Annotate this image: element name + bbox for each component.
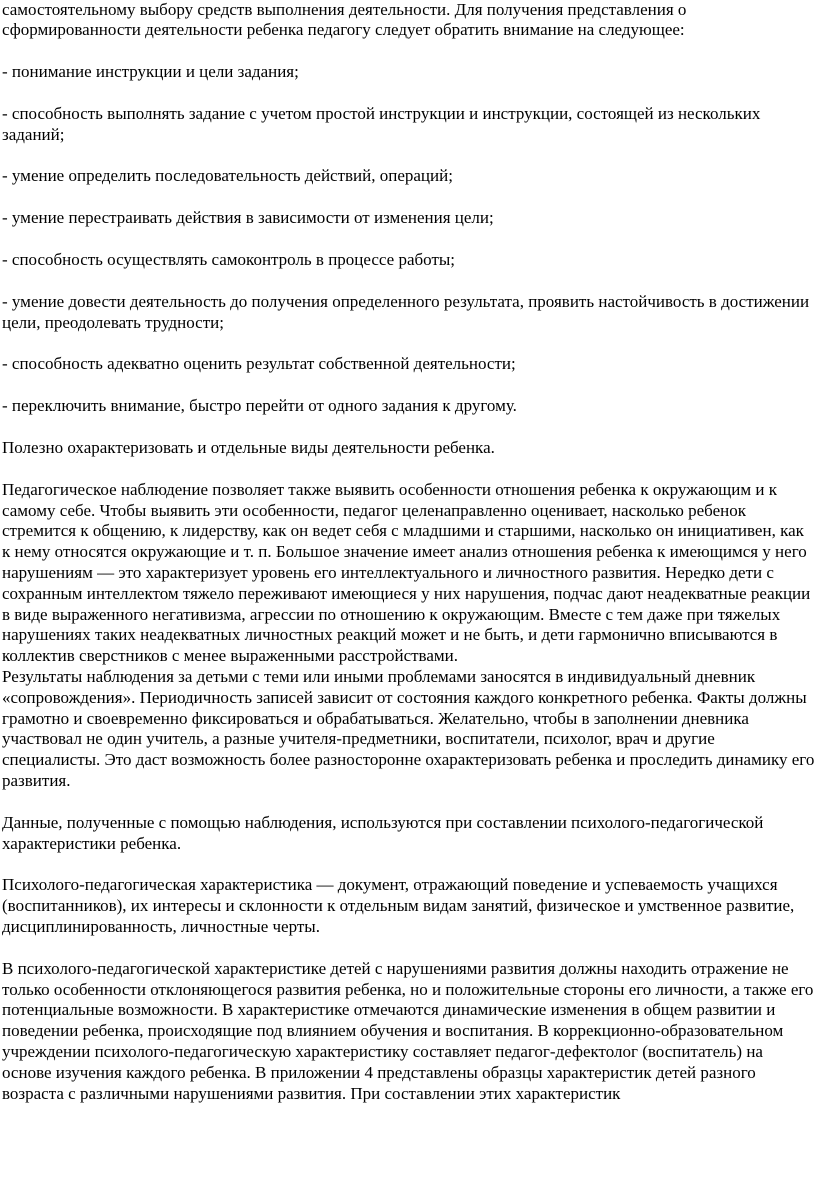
paragraph-observation-diary: Результаты наблюдения за детьми с теми или иными проблемами заносятся в индивидуальный дневник «сопровождения». Периодичность записей зависит от состояния каждого конкретного ребенка. Факты должны грамотно и своевременно фиксироваться и обрабатываться. Желательно, чтобы в заполнении дневника участвовал не один учитель, а разные учителя-предметники, воспитатели, психолог, врач и другие специалисты. Это даст возможность более разносторонне охарактеризовать ребенка и проследить динамику его развития. [2,667,815,791]
list-item-attention-switching: - переключить внимание, быстро перейти от одного задания к другому. [2,396,517,416]
list-item-self-assessment: - способность адекватно оценить результат собственной деятельности; [2,354,516,374]
paragraph-observation-data: Данные, полученные с помощью наблюдения, используются при составлении психолого-педагогической характеристики ребенка. [2,812,764,853]
list-item-restructuring: - умение перестраивать действия в зависимости от изменения цели; [2,208,494,228]
paragraph-activity-intro: самостоятельному выбору средств выполнения деятельности. Для получения представления о сформированности деятельности ребенка педагогу следует обратить внимание на следующее: [2,0,687,40]
paragraph-characteristic-definition: Психолого-педагогическая характеристика — документ, отражающий поведение и успеваемость учащихся (воспитанников), их интересы и склонности к отдельным видам занятий, физическое и умственное развитие, дисциплинированность, личностные черты. [2,875,795,936]
paragraph-characteristic-content: В психолого-педагогической характеристике детей с нарушениями развития должны находить отражение не только особенности отклоняющегося развития ребенка, но и положительные стороны его личности, а также его потенциальные возможности. В характеристике отмечаются динамические изменения в общем развитии и поведении ребенка, происходящие под влиянием обучения и воспитания. В коррекционно-образовательном учреждении психолого-педагогическую характеристику составляет педагог-дефектолог (воспитатель) на основе изучения каждого ребенка. В приложении 4 представлены образцы характеристик детей разного возраста с различными нарушениями развития. При составлении этих характеристик [2,958,814,1103]
list-item-self-control: - способность осуществлять самоконтроль в процессе работы; [2,250,456,270]
list-item-instruction-following: - способность выполнять задание с учетом простой инструкции и инструкции, состоящей из нескольких заданий; [2,103,761,144]
list-item-result: - умение довести деятельность до получения определенного результата, проявить настойчивость в достижении цели, преодолевать трудности; [2,291,810,332]
list-item-instruction-understanding: - понимание инструкции и цели задания; [2,62,299,82]
paragraph-activity-types: Полезно охарактеризовать и отдельные виды деятельности ребенка. [2,438,495,458]
list-item-sequence: - умение определить последовательность действий, операций; [2,166,453,186]
paragraph-observation-relations: Педагогическое наблюдение позволяет также выявить особенности отношения ребенка к окружающим и к самому себе. Чтобы выявить эти особенности, педагог целенаправленно оценивает, насколько ребенок стремится к общению, к лидерству, как он ведет себя с младшими и старшими, насколько он инициативен, как к нему относятся окружающие и т. п. Большое значение имеет анализ отношения ребенка к имеющимся у него нарушениям — это характеризует уровень его интеллектуального и личностного развития. Нередко дети с сохранным интеллектом тяжело переживают имеющиеся у них нарушения, подчас дают неадекватные реакции в виде выраженного негативизма, агрессии по отношению к окружающим. Вместе с тем даже при тяжелых нарушениях таких неадекватных личностных реакций может и не быть, и дети гармонично вписываются в коллектив сверстников с менее выраженными расстройствами. [2,479,811,666]
